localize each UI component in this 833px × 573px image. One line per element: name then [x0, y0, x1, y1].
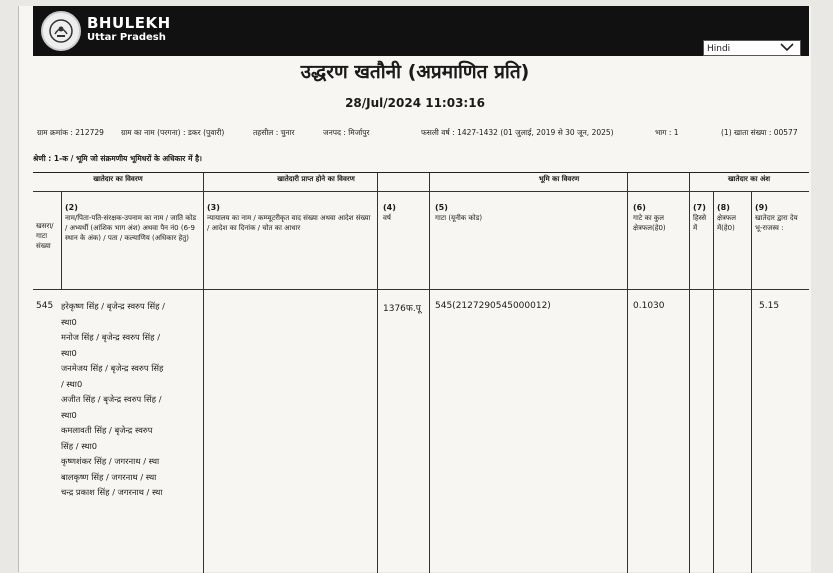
list-item: स्था0 — [61, 409, 77, 420]
list-item: बालकृष्ण सिंह / जगरनाथ / स्था — [61, 471, 157, 482]
owner-list — [61, 299, 201, 501]
list-item: कमलावती सिंह / बृजेन्द्र स्वरुप — [61, 425, 153, 435]
account-number: (1) खाता संख्या : 00577 — [721, 128, 798, 137]
fasli-year: फसली वर्ष : 1427-1432 (01 जुलाई, 2019 से 30 जून, 2025) — [421, 128, 614, 137]
brand-subtitle: Uttar Pradesh — [87, 32, 166, 43]
col-header-revenue: (9) खातेदार द्वारा देय भू-राजस्व : — [755, 203, 798, 232]
total-area-value: 0.1030 — [633, 301, 665, 311]
issue-datetime: 28/Jul/2024 11:03:16 — [345, 96, 485, 110]
village-name: ग्राम का नाम (परगना) : डकर (पुवारी) — [121, 128, 225, 137]
list-item: कृष्णशंकर सिंह / जगरनाथ / स्था — [61, 456, 160, 466]
year-value: 1376फ.पू — [383, 304, 421, 314]
language-select[interactable] — [703, 40, 801, 56]
group-owner-details: खातेदार का विवरण — [93, 175, 143, 183]
list-item: स्था0 — [61, 316, 77, 327]
col-header-total-area: (6) गाटे का कुल क्षेत्रफल(हे0) — [633, 203, 666, 232]
district: जनपद : मिर्जापुर — [323, 128, 370, 137]
gata-value: 545(2127290545000012) — [435, 301, 551, 311]
page-title: उद्धरण खतौनी (अप्रमाणित प्रति) — [300, 61, 530, 83]
brand — [87, 14, 171, 43]
village-code: ग्राम क्रमांक : 212729 — [37, 128, 104, 137]
tehsil: तहसील : चुनार — [253, 128, 295, 137]
category-note: श्रेणी : 1-क / भूमि जो संक्रमणीय भूमिधरों के अधिकार में है। — [33, 154, 202, 163]
list-item: / स्था0 — [61, 378, 83, 389]
col-header-owner: (2) नाम/पिता-पति-संरक्षक-उपनाम का नाम / जाति कोड / अभ्यर्थी (आंशिक भाग अंश) अथवा पैन नं0 (6-9 स्थान के अंक) / पता / कल्याणिय (अधिकार हेतु) — [65, 203, 197, 242]
list-item: मनोज सिंह / बृजेन्द्र स्वरुप सिंह / — [61, 332, 160, 342]
col-header-khasra: खसरा/ गाटा संख्या — [36, 222, 54, 250]
col-header-gata: (5) गाटा (यूनीक कोड) — [435, 203, 483, 222]
col-header-area: (8) क्षेत्रफल में(हे0) — [717, 203, 737, 232]
list-item: चन्द्र प्रकाश सिंह / जगरनाथ / स्था — [61, 487, 163, 497]
up-emblem-logo — [41, 11, 81, 51]
col-header-court: (3) न्यायालय का नाम / कम्प्यूटरीकृत वाद संख्या अथवा आदेश संख्या / आदेश का दिनांक / चोत का आधार — [207, 203, 371, 232]
list-item: अजीत सिंह / बृजेन्द्र स्वरुप सिंह / — [61, 394, 162, 404]
group-land-details: भूमि का विवरण — [538, 175, 580, 183]
chevron-down-icon — [780, 42, 794, 58]
document-page — [18, 6, 811, 572]
list-item: जनमेजय सिंह / बृजेन्द्र स्वरुप सिंह — [61, 363, 164, 373]
part-number: भाग : 1 — [655, 128, 679, 137]
revenue-value: 5.15 — [759, 301, 780, 311]
site-header — [33, 6, 809, 56]
col-header-share: (7) हिस्से में — [693, 203, 707, 232]
list-item: सिंह / स्था0 — [61, 440, 98, 451]
khasra-number: 545 — [36, 301, 54, 311]
brand-name: BHULEKH — [87, 14, 171, 32]
group-acquisition-details: खातेदारी प्राप्त होने का विवरण — [277, 175, 355, 183]
list-item: स्था0 — [61, 347, 77, 358]
list-item: हरेकृष्ण सिंह / बृजेन्द्र स्वरुप सिंह / — [61, 301, 165, 311]
khatauni-table — [33, 172, 809, 573]
col-header-year: (4) वर्ष — [383, 203, 396, 222]
group-owner-share: खातेदार का अंश — [727, 175, 771, 183]
language-select-value: Hindi — [707, 44, 731, 54]
